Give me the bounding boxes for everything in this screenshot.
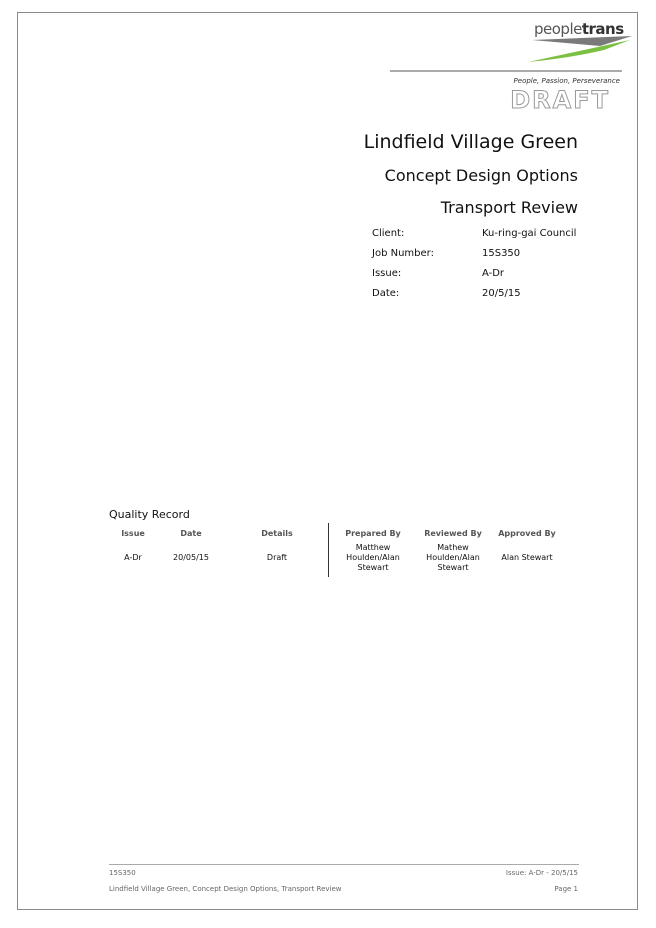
quality-record-title: Quality Record xyxy=(109,508,190,521)
column-header-details: Details xyxy=(261,529,293,538)
meta-value: A-Dr xyxy=(482,268,505,279)
cell-details: Draft xyxy=(266,553,288,562)
cell-date: 20/05/15 xyxy=(173,553,209,562)
table-divider xyxy=(328,523,329,577)
document-subtitle-2: Transport Review xyxy=(440,198,578,217)
column-header-issue: Issue xyxy=(121,529,145,538)
meta-key: Date: xyxy=(372,288,400,299)
cell-reviewed-by: Mathew Houlden/Alan Stewart xyxy=(426,543,480,572)
document-subtitle: Concept Design Options xyxy=(384,166,578,185)
logo-wordmark: peopletrans xyxy=(534,20,624,38)
column-header-date: Date xyxy=(180,529,202,538)
meta-key: Job Number: xyxy=(372,248,434,259)
logo xyxy=(0,0,656,120)
footer-document-title: Lindfield Village Green, Concept Design Options, Transport Review xyxy=(109,885,342,893)
meta-value: Ku-ring-gai Council xyxy=(482,228,577,239)
footer-divider xyxy=(109,864,579,865)
meta-value: 20/5/15 xyxy=(482,288,521,299)
column-header-prepared-by: Prepared By xyxy=(345,529,401,538)
quality-record-table xyxy=(100,526,570,578)
cell-issue: A-Dr xyxy=(124,553,142,562)
meta-key: Client: xyxy=(372,228,405,239)
meta-key: Issue: xyxy=(372,268,402,279)
meta-value: 15S350 xyxy=(482,248,521,259)
column-header-reviewed-by: Reviewed By xyxy=(424,529,482,538)
footer-page-number: Page 1 xyxy=(554,885,578,893)
column-header-approved-by: Approved By xyxy=(498,529,556,538)
cell-prepared-by: Matthew Houlden/Alan Stewart xyxy=(346,543,400,572)
draft-stamp: DRAFT xyxy=(510,86,610,114)
logo-tagline: People, Passion, Perseverance xyxy=(513,77,620,85)
document-title: Lindfield Village Green xyxy=(363,131,578,153)
footer-issue: Issue: A-Dr - 20/5/15 xyxy=(505,869,578,877)
cell-approved-by: Alan Stewart xyxy=(501,553,553,562)
footer-job-number: 15S350 xyxy=(109,869,136,877)
